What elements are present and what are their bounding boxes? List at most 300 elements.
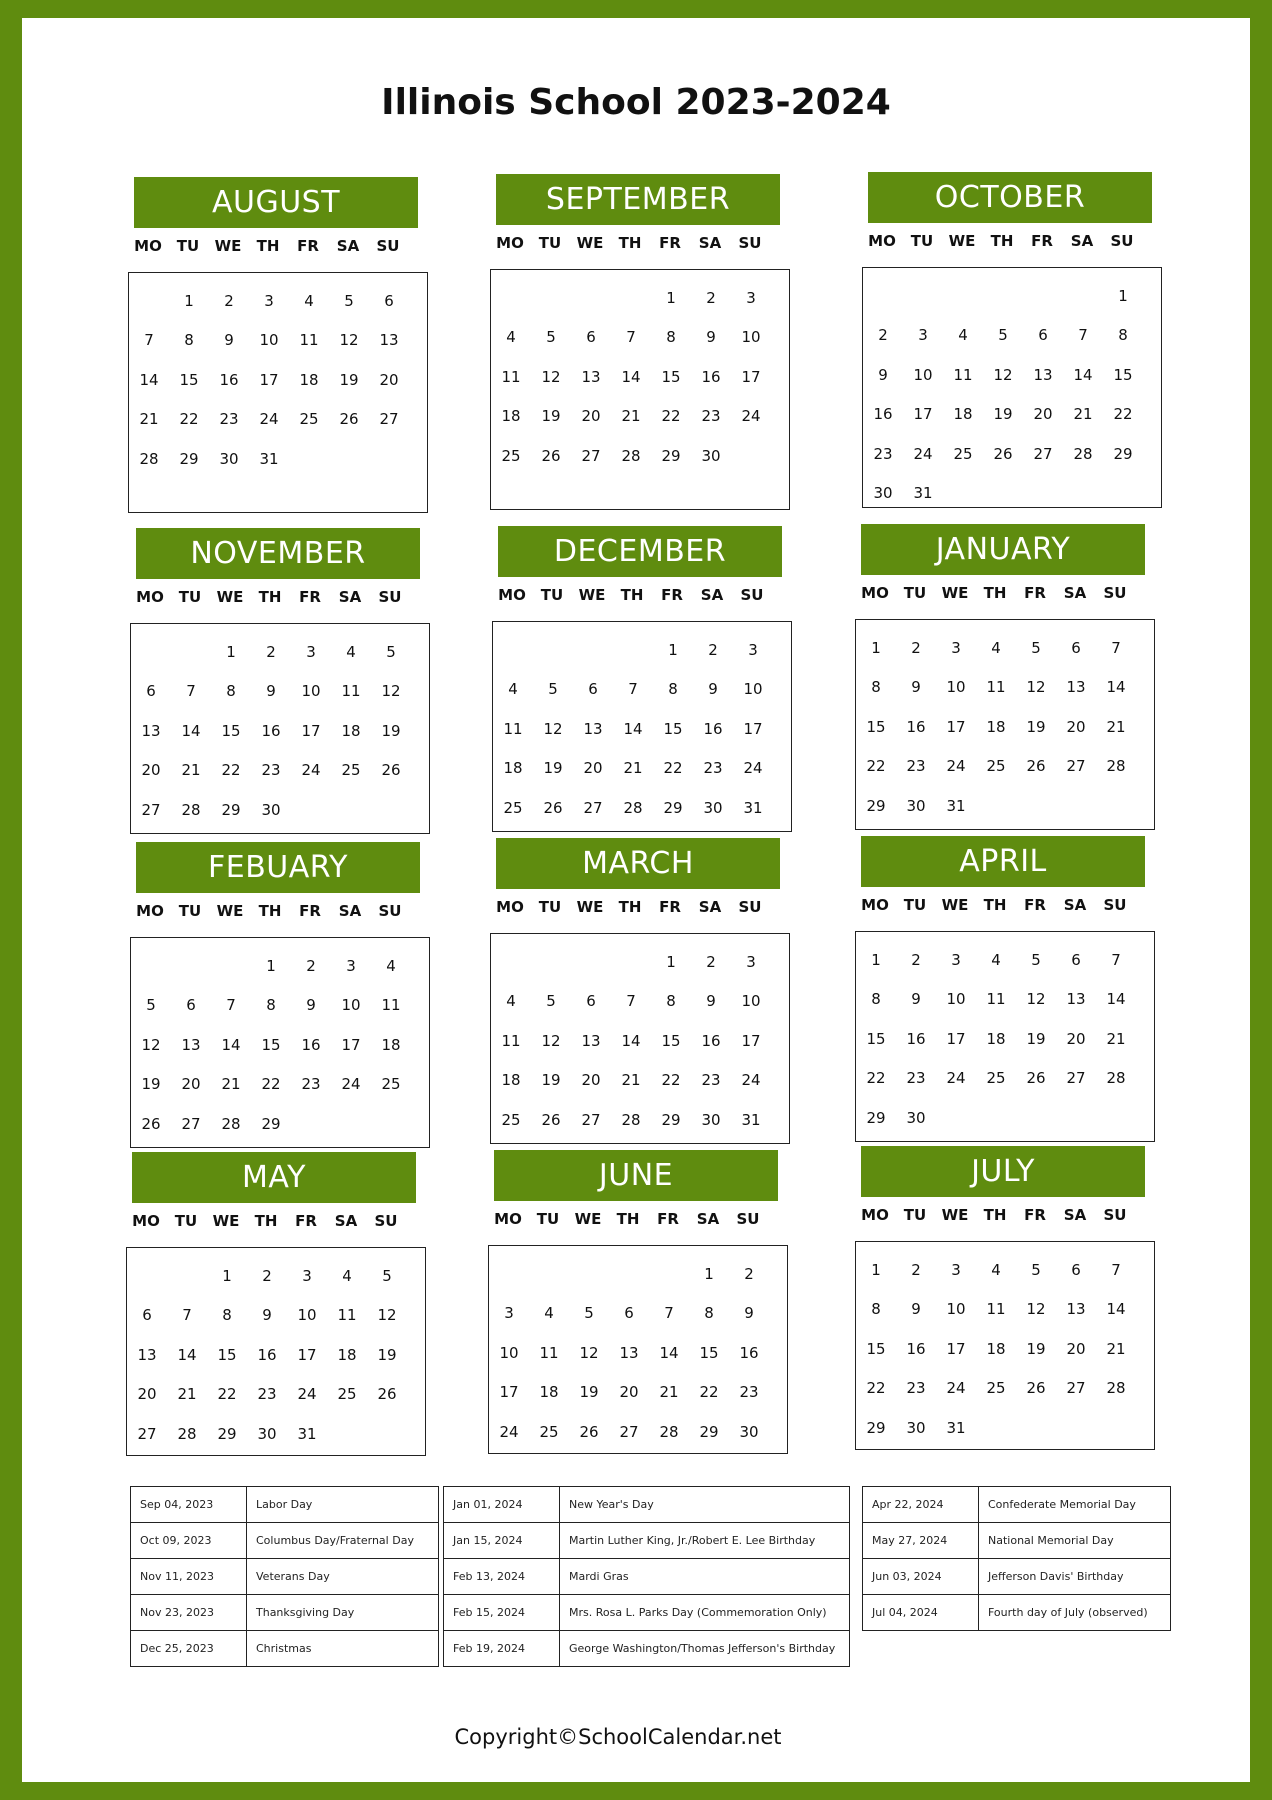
holiday-table [862,1486,1171,1631]
day-cell: 15 [1113,365,1133,384]
weekday-label: SA [1063,896,1087,914]
weekday-label: SA [1070,232,1094,250]
holiday-name: Martin Luther King, Jr./Robert E. Lee Birthday [560,1523,850,1559]
day-cell: 20 [619,1383,639,1402]
day-cell: 7 [1078,326,1088,345]
empty-cell [609,1254,649,1294]
day-cell: 7 [1111,638,1121,657]
day-cell: 26 [993,444,1013,463]
day-cell: 14 [1073,365,1093,384]
day-cell: 5 [584,1304,594,1323]
weekday-row [862,232,1162,250]
day-cell: 24 [946,757,966,776]
day-cell: 8 [666,328,676,347]
holiday-date: Feb 19, 2024 [444,1631,560,1667]
day-grid-box [126,1247,426,1456]
day-cell: 2 [262,1266,272,1285]
holiday-name: Jefferson Davis' Birthday [979,1559,1171,1595]
day-cell: 28 [1106,1069,1126,1088]
day-cell: 9 [911,990,921,1009]
empty-cell [127,1256,167,1296]
empty-cell [569,1254,609,1294]
day-cell: 31 [297,1424,317,1443]
weekday-label: FR [659,898,681,916]
holiday-name: Columbus Day/Fraternal Day [247,1523,439,1559]
weekday-label: FR [299,588,321,606]
empty-cell [491,278,531,318]
day-grid-box [130,937,430,1148]
day-cell: 20 [1033,405,1053,424]
weekday-label: FR [1024,584,1046,602]
day-cell: 14 [1106,990,1126,1009]
holiday-row [444,1487,850,1523]
day-cell: 9 [878,365,888,384]
day-cell: 17 [297,1345,317,1364]
day-cell: 9 [306,996,316,1015]
day-cell: 9 [744,1304,754,1323]
day-cell: 30 [906,796,926,815]
day-cell: 14 [221,1035,241,1054]
empty-cell [983,276,1023,316]
weekday-label: WE [941,584,969,602]
weekday-label: TH [618,234,642,252]
holiday-date: Jun 03, 2024 [863,1559,979,1595]
holiday-row [863,1487,1171,1523]
day-cell: 12 [1026,1300,1046,1319]
weekday-row [488,1210,788,1228]
holiday-row [444,1595,850,1631]
weekday-label: SU [736,1210,760,1228]
day-cell: 15 [866,1029,886,1048]
day-cell: 30 [701,1110,721,1129]
weekday-label: TH [616,1210,640,1228]
day-cell: 27 [1066,757,1086,776]
weekday-label: MO [861,896,889,914]
month-header: NOVEMBER [136,528,420,579]
holiday-date: Feb 15, 2024 [444,1595,560,1631]
day-cell: 22 [866,757,886,776]
empty-cell [211,946,251,986]
day-cell: 26 [541,446,561,465]
day-cell: 8 [226,682,236,701]
day-grid-box [492,621,792,832]
weekday-row [126,1212,426,1230]
holiday-table [130,1486,439,1667]
weekday-label: WE [948,232,976,250]
day-cell: 19 [381,721,401,740]
weekday-label: SA [334,1212,358,1230]
day-cell: 28 [659,1422,679,1441]
day-cell: 20 [181,1075,201,1094]
day-cell: 19 [579,1383,599,1402]
day-cell: 25 [986,1379,1006,1398]
day-cell: 20 [1066,1339,1086,1358]
day-cell: 4 [991,638,1001,657]
day-cell: 26 [141,1114,161,1133]
day-cell: 18 [341,721,361,740]
day-cell: 12 [543,719,563,738]
empty-cell [529,1254,569,1294]
empty-cell [571,278,611,318]
day-cell: 16 [739,1343,759,1362]
day-cell: 6 [1071,638,1081,657]
day-cell: 4 [506,992,516,1011]
day-cell: 23 [257,1385,277,1404]
weekday-label: FR [661,586,683,604]
weekday-label: SU [378,588,402,606]
day-cell: 3 [951,638,961,657]
day-cell: 29 [221,800,241,819]
day-cell: 21 [181,761,201,780]
holiday-name: Labor Day [247,1487,439,1523]
day-cell: 29 [179,449,199,468]
weekday-label: SU [378,902,402,920]
day-cell: 29 [866,1418,886,1437]
month-header: OCTOBER [868,172,1152,223]
month-header: APRIL [861,836,1145,887]
day-cell: 4 [304,291,314,310]
day-cell: 24 [913,444,933,463]
day-cell: 7 [628,680,638,699]
day-cell: 16 [261,721,281,740]
empty-cell [131,946,171,986]
day-cell: 8 [871,1300,881,1319]
empty-cell [611,942,651,982]
day-cell: 27 [181,1114,201,1133]
day-cell: 18 [501,1071,521,1090]
day-cell: 19 [339,370,359,389]
weekday-label: WE [216,902,244,920]
day-cell: 13 [583,719,603,738]
holiday-row [863,1559,1171,1595]
day-cell: 31 [946,796,966,815]
holiday-name: Christmas [247,1631,439,1667]
day-cell: 9 [708,680,718,699]
day-cell: 11 [986,1300,1006,1319]
weekday-label: TH [983,1206,1007,1224]
day-cell: 21 [1106,1029,1126,1048]
weekday-label: WE [574,1210,602,1228]
weekday-label: TU [910,232,934,250]
day-cell: 5 [146,996,156,1015]
empty-cell [1063,276,1103,316]
day-cell: 24 [946,1069,966,1088]
day-cell: 11 [501,1031,521,1050]
weekday-row [130,902,430,920]
day-cell: 15 [866,717,886,736]
weekday-label: TH [620,586,644,604]
day-cell: 22 [261,1075,281,1094]
empty-cell [943,276,983,316]
day-cell: 28 [621,446,641,465]
holiday-table [443,1486,850,1667]
day-cell: 6 [586,992,596,1011]
weekday-label: SU [1103,1206,1127,1224]
day-cell: 18 [501,407,521,426]
day-cell: 26 [377,1385,397,1404]
day-cell: 15 [261,1035,281,1054]
day-cell: 5 [1031,950,1041,969]
day-grid [129,281,409,479]
day-cell: 10 [741,992,761,1011]
day-cell: 10 [946,678,966,697]
day-cell: 21 [1106,717,1126,736]
day-cell: 11 [986,990,1006,1009]
day-cell: 1 [666,952,676,971]
day-grid [863,276,1143,513]
day-cell: 1 [1118,286,1128,305]
weekday-label: WE [578,586,606,604]
day-cell: 11 [986,678,1006,697]
day-cell: 30 [261,800,281,819]
weekday-label: TU [538,898,562,916]
day-cell: 7 [144,331,154,350]
weekday-label: FR [1024,896,1046,914]
day-cell: 20 [581,407,601,426]
day-cell: 23 [739,1383,759,1402]
weekday-row [855,1206,1155,1224]
day-cell: 22 [663,759,683,778]
day-cell: 21 [623,759,643,778]
day-cell: 4 [508,680,518,699]
day-cell: 4 [346,642,356,661]
empty-cell [131,632,171,672]
holiday-name: Thanksgiving Day [247,1595,439,1631]
day-cell: 13 [137,1345,157,1364]
day-cell: 6 [146,682,156,701]
weekday-label: TU [903,584,927,602]
weekday-label: SU [376,237,400,255]
day-cell: 21 [177,1385,197,1404]
weekday-label: WE [214,237,242,255]
day-cell: 12 [993,365,1013,384]
day-cell: 22 [661,407,681,426]
day-cell: 8 [222,1306,232,1325]
day-cell: 15 [663,719,683,738]
day-cell: 5 [546,992,556,1011]
weekday-label: MO [496,898,524,916]
weekday-label: FR [1031,232,1053,250]
day-cell: 29 [866,1108,886,1127]
day-cell: 20 [1066,1029,1086,1048]
day-cell: 24 [741,1071,761,1090]
day-cell: 21 [1073,405,1093,424]
day-cell: 27 [1066,1069,1086,1088]
empty-cell [863,276,903,316]
day-cell: 19 [1026,1029,1046,1048]
day-cell: 27 [1033,444,1053,463]
weekday-label: WE [576,234,604,252]
holiday-date: Feb 13, 2024 [444,1559,560,1595]
month-header: DECEMBER [498,526,782,577]
day-cell: 5 [1031,1260,1041,1279]
day-cell: 6 [142,1306,152,1325]
day-cell: 28 [1106,757,1126,776]
holiday-row [131,1559,439,1595]
day-cell: 11 [381,996,401,1015]
day-cell: 3 [951,1260,961,1279]
day-cell: 29 [699,1422,719,1441]
day-grid-box [855,619,1155,830]
day-grid [131,632,411,830]
day-cell: 16 [906,1339,926,1358]
day-cell: 25 [503,798,523,817]
day-cell: 14 [621,367,641,386]
day-cell: 10 [499,1343,519,1362]
holiday-name: Fourth day of July (observed) [979,1595,1171,1631]
weekday-label: MO [134,237,162,255]
day-cell: 22 [699,1383,719,1402]
weekday-label: WE [212,1212,240,1230]
day-cell: 13 [1066,990,1086,1009]
month-header: FEBUARY [136,842,420,893]
weekday-label: FR [297,237,319,255]
day-cell: 3 [346,956,356,975]
holiday-name: New Year's Day [560,1487,850,1523]
day-cell: 3 [748,640,758,659]
holiday-row [863,1523,1171,1559]
day-cell: 25 [501,1110,521,1129]
day-cell: 10 [259,331,279,350]
day-cell: 21 [621,407,641,426]
day-cell: 17 [913,405,933,424]
empty-cell [613,630,653,670]
day-cell: 12 [141,1035,161,1054]
day-cell: 20 [583,759,603,778]
day-cell: 13 [1033,365,1053,384]
day-grid [856,628,1136,826]
day-cell: 14 [623,719,643,738]
day-cell: 27 [583,798,603,817]
day-cell: 27 [581,1110,601,1129]
day-cell: 11 [953,365,973,384]
holiday-date: Apr 22, 2024 [863,1487,979,1523]
weekday-label: FR [295,1212,317,1230]
weekday-label: SA [336,237,360,255]
weekday-row [492,586,792,604]
day-cell: 2 [224,291,234,310]
day-cell: 18 [986,717,1006,736]
weekday-label: SA [1063,584,1087,602]
day-cell: 26 [1026,757,1046,776]
day-cell: 18 [337,1345,357,1364]
day-cell: 13 [141,721,161,740]
day-cell: 6 [624,1304,634,1323]
day-cell: 17 [946,717,966,736]
day-cell: 16 [219,370,239,389]
holiday-row [444,1631,850,1667]
day-cell: 7 [626,992,636,1011]
day-cell: 25 [381,1075,401,1094]
day-cell: 1 [666,288,676,307]
day-cell: 18 [381,1035,401,1054]
day-cell: 11 [503,719,523,738]
day-cell: 23 [261,761,281,780]
day-cell: 25 [337,1385,357,1404]
holiday-date: Nov 11, 2023 [131,1559,247,1595]
day-cell: 1 [226,642,236,661]
weekday-row [855,584,1155,602]
day-cell: 24 [499,1422,519,1441]
day-cell: 1 [266,956,276,975]
day-cell: 24 [743,759,763,778]
day-cell: 8 [666,992,676,1011]
day-cell: 11 [341,682,361,701]
day-grid-box [855,1241,1155,1450]
day-cell: 23 [703,759,723,778]
day-cell: 1 [668,640,678,659]
day-cell: 18 [986,1339,1006,1358]
day-cell: 26 [1026,1069,1046,1088]
day-cell: 19 [141,1075,161,1094]
day-cell: 22 [179,410,199,429]
weekday-label: TU [536,1210,560,1228]
weekday-row [855,896,1155,914]
holiday-name: National Memorial Day [979,1523,1171,1559]
day-cell: 4 [342,1266,352,1285]
day-cell: 25 [501,446,521,465]
day-cell: 10 [297,1306,317,1325]
weekday-label: SA [338,588,362,606]
day-cell: 5 [546,328,556,347]
day-grid [127,1256,407,1454]
day-cell: 2 [744,1264,754,1283]
day-cell: 4 [958,326,968,345]
day-cell: 28 [1106,1379,1126,1398]
day-cell: 10 [741,328,761,347]
day-cell: 19 [993,405,1013,424]
day-cell: 8 [184,331,194,350]
day-grid-box [855,931,1155,1142]
day-cell: 10 [946,1300,966,1319]
day-cell: 14 [139,370,159,389]
day-cell: 14 [177,1345,197,1364]
day-cell: 29 [661,1110,681,1129]
day-cell: 9 [262,1306,272,1325]
day-cell: 26 [579,1422,599,1441]
day-cell: 2 [911,638,921,657]
weekday-label: MO [494,1210,522,1228]
empty-cell [611,278,651,318]
day-cell: 25 [953,444,973,463]
weekday-label: SA [698,234,722,252]
day-grid [491,942,771,1140]
weekday-label: MO [861,584,889,602]
day-cell: 20 [141,761,161,780]
holiday-row [131,1595,439,1631]
weekday-label: SU [1103,896,1127,914]
day-cell: 5 [344,291,354,310]
day-cell: 31 [743,798,763,817]
day-cell: 21 [139,410,159,429]
day-cell: 3 [746,288,756,307]
day-cell: 3 [504,1304,514,1323]
weekday-label: TU [178,588,202,606]
month-header: MAY [132,1152,416,1203]
day-cell: 11 [337,1306,357,1325]
day-cell: 8 [871,678,881,697]
weekday-label: TU [540,586,564,604]
holiday-name: George Washington/Thomas Jefferson's Birthday [560,1631,850,1667]
holiday-row [863,1595,1171,1631]
day-cell: 21 [1106,1339,1126,1358]
day-cell: 17 [259,370,279,389]
day-cell: 13 [581,1031,601,1050]
day-cell: 20 [581,1071,601,1090]
day-cell: 3 [951,950,961,969]
holiday-row [444,1523,850,1559]
weekday-label: SA [700,586,724,604]
